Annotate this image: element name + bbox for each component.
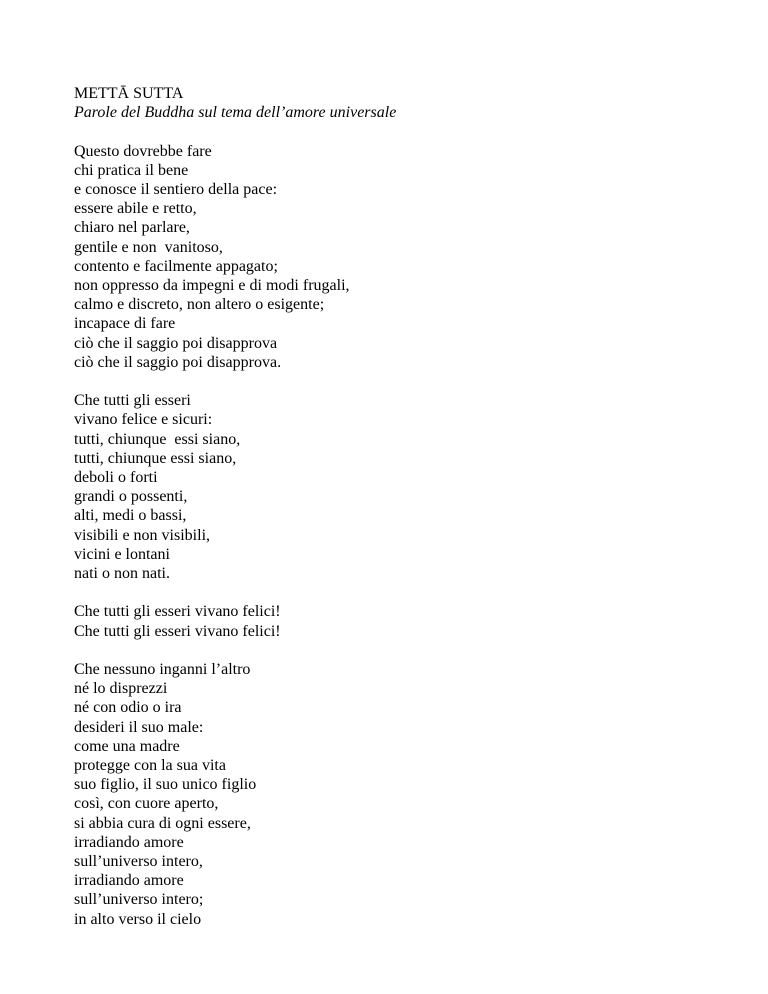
verse-line: e conosce il sentiero della pace: [74, 181, 278, 198]
verse-line: ciò che il saggio poi disapprova. [74, 353, 282, 371]
verse-line: protegge con la sua vita [74, 757, 226, 775]
verse-line: Che tutti gli esseri vivano felici! [74, 622, 281, 640]
verse-line: essere abile e retto, [74, 200, 197, 218]
verse-line: vivano felice e sicuri: [74, 411, 213, 429]
verse-line: né con odio o ira [74, 699, 182, 717]
document-page [74, 84, 714, 929]
verse-line: ciò che il saggio poi disapprova [74, 334, 278, 352]
verse-line: sull’universo intero; [74, 891, 204, 909]
verse-line: contento e facilmente appagato; [74, 257, 278, 275]
verse-line: si abbia cura di ogni essere, [74, 814, 251, 832]
verse-line: Che nessuno inganni l’altro [74, 661, 251, 679]
verse-line: irradiando amore [74, 833, 184, 851]
verse-line: Questo dovrebbe fare [74, 142, 212, 160]
verse-line: Che tutti gli esseri vivano felici! [74, 603, 281, 621]
verse-line: sull’universo intero, [74, 853, 203, 871]
verse-line: chi pratica il bene [74, 161, 189, 179]
verse-line: desideri il suo male: [74, 718, 204, 736]
verse-line: tutti, chiunque essi siano, [74, 430, 241, 448]
verse-line: incapace di fare [74, 315, 176, 333]
heading-block [74, 84, 714, 122]
verse-line: né lo disprezzi [74, 680, 168, 698]
verse-line: chiaro nel parlare, [74, 219, 190, 237]
verse-line: così, con cuore aperto, [74, 795, 219, 813]
verse-line: vicini e lontani [74, 545, 170, 563]
verse-line: non oppresso da impegni e di modi frugali, [74, 277, 350, 295]
verse-line: gentile e non vanitoso, [74, 238, 223, 256]
verse-line: suo figlio, il suo unico figlio [74, 776, 257, 794]
verse-line: grandi o possenti, [74, 488, 188, 506]
verse-line: visibili e non visibili, [74, 526, 211, 544]
verse-line: deboli o forti [74, 469, 158, 487]
stanza-1 [74, 142, 714, 372]
poem-title: METTĀ SUTTA [74, 85, 184, 102]
verse-line: nati o non nati. [74, 565, 170, 583]
verse-line: irradiando amore [74, 872, 184, 890]
verse-line: alti, medi o bassi, [74, 507, 187, 525]
verse-line: calmo e discreto, non altero o esigente; [74, 296, 325, 314]
verse-line: Che tutti gli esseri [74, 392, 191, 410]
stanza-3 [74, 602, 714, 640]
stanza-4 [74, 660, 714, 929]
stanza-2 [74, 391, 714, 583]
verse-line: come una madre [74, 737, 180, 755]
verse-line: in alto verso il cielo [74, 910, 202, 928]
poem-subtitle: Parole del Buddha sul tema dell’amore universale [74, 104, 397, 122]
verse-line: tutti, chiunque essi siano, [74, 449, 237, 467]
